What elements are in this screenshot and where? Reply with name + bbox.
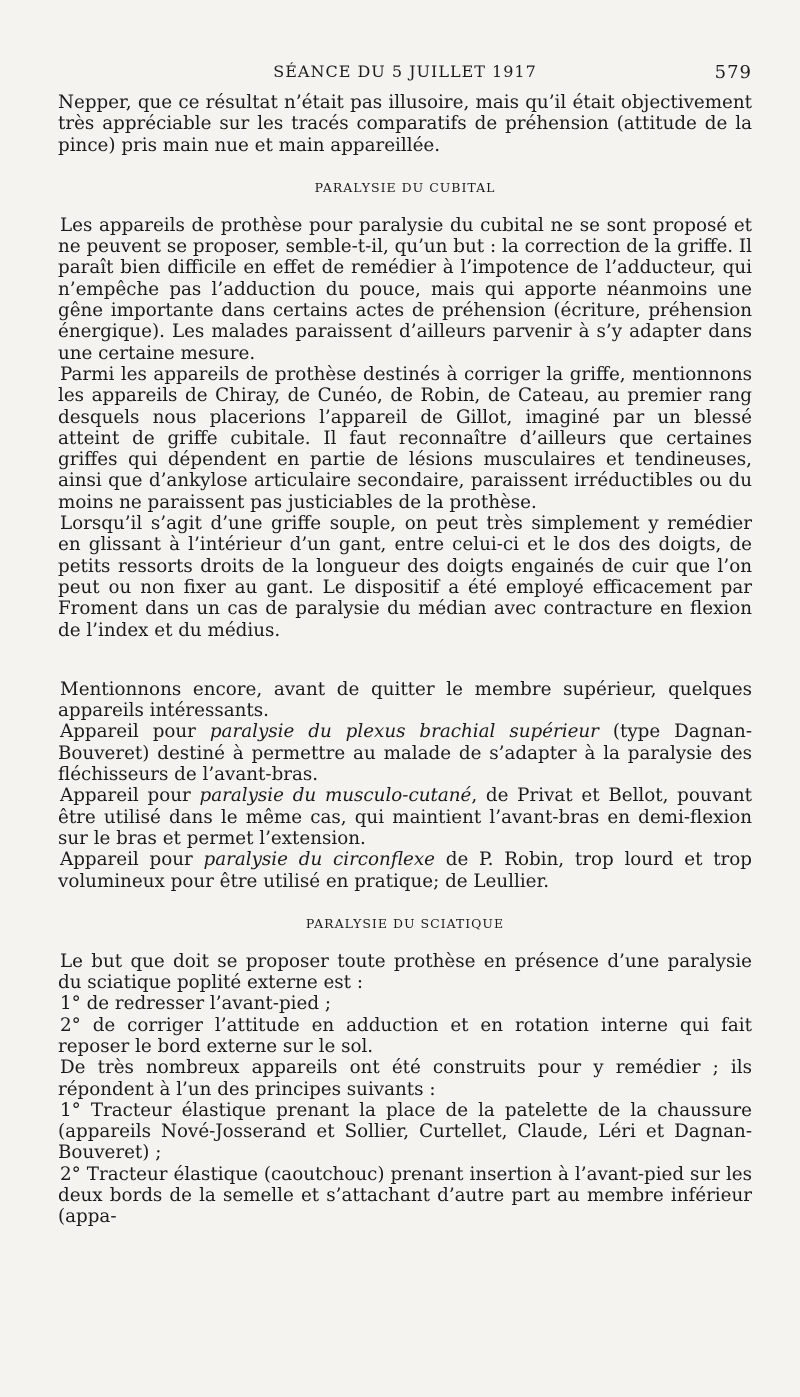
appareil-musculo-paragraph [58, 785, 752, 849]
sciatique-paragraph-1: Le but que doit se proposer toute prothèse en présence d’une paralysie du sciatique poplité externe est : [58, 950, 752, 994]
intro-paragraph: Nepper, que ce résultat n’était pas illusoire, mais qu’il était objectivement très appréciable sur les tracés comparatifs de préhension (attitude de la pince) pris main nue et main appareillée. [58, 92, 752, 156]
running-header [58, 62, 752, 92]
cubital-paragraph-3: Lorsqu’il s’agit d’une griffe souple, on peut très simplement y remédier en glissant à l’intérieur d’un gant, entre celui-ci et le dos des doigts, de petits ressorts droits de la longueur des doigts engainés de cuir que l’on peut ou non fixer au gant. Le dispositif a été employé efficacement par Froment dans un cas de paralysie du médian avec contracture en flexion de l’index et du médius. [58, 513, 752, 641]
section-title-sciatique: PARALYSIE DU SCIATIQUE [305, 915, 505, 931]
membre-intro-paragraph: Mentionnons encore, avant de quitter le membre supérieur, quelques appareils intéressants. [58, 678, 752, 722]
appareil-plexus-post: (type Dagnan-Bouveret) destiné à permettre au malade de s’adapter à la paralysie des fléchisseurs de l’avant-bras. [58, 721, 753, 786]
appareil-plexus-italic: paralysie du plexus brachial supérieur [209, 721, 599, 743]
appareil-musculo-post: , de Privat et Bellot, pouvant être utilisé dans le même cas, qui maintient l’avant-bras en demi-flexion sur le bras et permet l’extension. [58, 785, 753, 849]
appareil-circonflexe-pre: Appareil pour [60, 849, 204, 871]
paragraph-gap [58, 641, 752, 679]
page-number: 579 [714, 62, 752, 83]
sciatique-paragraph-2: De très nombreux appareils ont été construits pour y remédier ; ils répondent à l’un des principes suivants : [58, 1057, 752, 1100]
sciatique-principle-1: 1° Tracteur élastique prenant la place de la patelette de la chaussure (appareils Nové-Josserand et Sollier, Curtellet, Claude, Léri et Dagnan-Bouveret) ; [58, 1099, 752, 1164]
cubital-paragraph-2: Parmi les appareils de prothèse destinés à corriger la griffe, mentionnons les appareils de Chiray, de Cunéo, de Robin, de Cateau, au premier rang desquels nous placerions l’appareil de Gillot, imaginé par un blessé atteint de griffe cubitale. Il faut reconnaître d’ailleurs que certaines griffes qui dépendent en partie de lésions musculaires et tendineuses, ainsi que d’ankylose articulaire secondaire, paraissent irréductibles ou du moins ne paraissent pas justiciables de la prothèse. [58, 363, 752, 513]
cubital-paragraph-1: Les appareils de prothèse pour paralysie du cubital ne se sont proposé et ne peuvent se proposer, semble-t-il, qu’un but : la correction de la griffe. Il paraît bien difficile en effet de remédier à l’impotence de l’adducteur, qui n’empêche pas l’adduction du pouce, mais qui apporte néanmoins une gêne importante dans certains actes de préhension (écriture, préhension énergique). Les malades paraissent d’ailleurs parvenir à s’y adapter dans une certaine mesure. [58, 214, 752, 364]
appareil-musculo-italic: paralysie du musculo-cutané [199, 785, 472, 807]
sciatique-principle-2: 2° Tracteur élastique (caoutchouc) prenant insertion à l’avant-pied sur les deux bords de la semelle et s’attachant d’autre part au membre inférieur (appa- [58, 1163, 752, 1228]
appareil-circonflexe-paragraph [58, 849, 752, 892]
appareil-musculo-pre: Appareil pour [60, 785, 200, 807]
sciatique-item-1: 1° de redresser l’avant-pied ; [60, 993, 331, 1015]
sciatique-item-2: 2° de corriger l’attitude en adduction et en rotation interne qui fait reposer le bord externe sur le sol. [58, 1014, 752, 1057]
header-title: SÉANCE DU 5 JUILLET 1917 [273, 62, 537, 81]
appareil-plexus-paragraph [58, 721, 752, 785]
section-title-cubital: PARALYSIE DU CUBITAL [314, 179, 496, 195]
appareil-plexus-pre: Appareil pour [60, 721, 210, 743]
appareil-circonflexe-italic: paralysie du circonflexe [203, 849, 435, 871]
appareil-circonflexe-post: de P. Robin, trop lourd et trop volumineux pour être utilisé en pratique; de Leullier. [58, 849, 752, 892]
